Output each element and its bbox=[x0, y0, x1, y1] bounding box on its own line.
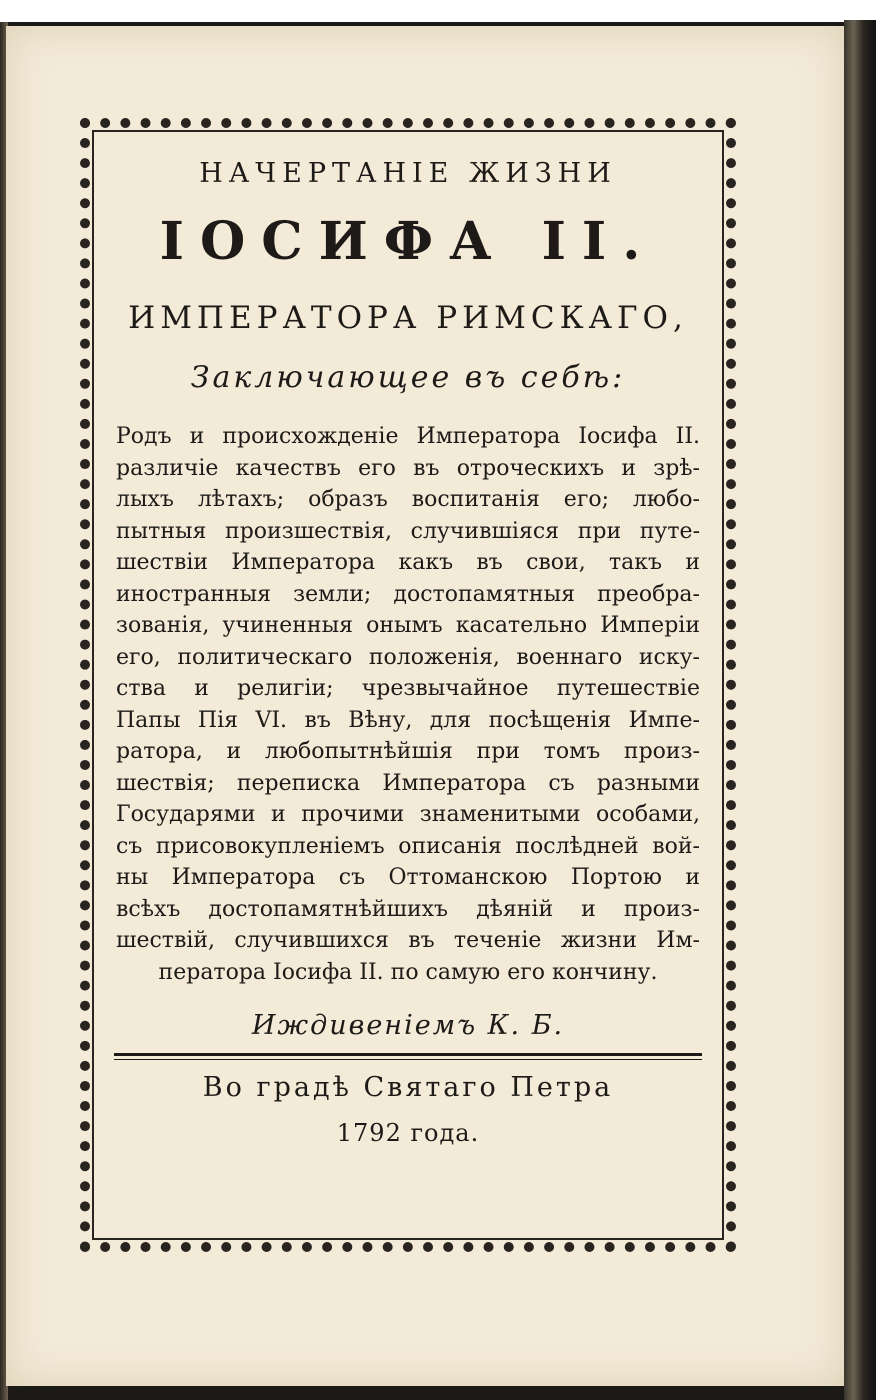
body-line: Папы Пія VI. въ Вѣну, для посѣщенія Импе- bbox=[116, 707, 700, 733]
body-line: всѣхъ достопамятнѣйшихъ дѣяній и произ- bbox=[116, 896, 700, 922]
body-line: шествія; переписка Императора съ разными bbox=[116, 770, 700, 796]
body-line: шествіи Императора какъ въ свои, такъ и bbox=[116, 550, 700, 575]
body-line: лыхъ лѣтахъ; образъ воспитанія его; любо- bbox=[116, 487, 700, 512]
body-line: ператора Іосифа II. по самую его кончину. bbox=[158, 959, 658, 985]
sponsor-line: Иждивеніемъ К. Б. bbox=[251, 1010, 565, 1041]
body-line: иностранныя земли; достопамятныя преобра- bbox=[116, 581, 700, 607]
title-line-4: Заключающее въ себѣ: bbox=[190, 360, 626, 395]
divider-rule-thin bbox=[114, 1059, 702, 1060]
body-line: пытныя произшествія, случившіяся при путе- bbox=[116, 518, 700, 544]
divider-rule bbox=[114, 1053, 702, 1056]
imprint-year: 1792 года. bbox=[336, 1119, 480, 1147]
top-margin bbox=[0, 0, 876, 22]
title-line-1: НАЧЕРТАНІЕ ЖИЗНИ bbox=[199, 158, 617, 189]
body-line: шествій, случившихся въ теченіе жизни Им- bbox=[116, 928, 700, 953]
contents-description bbox=[116, 421, 700, 988]
body-line: съ присовокупленіемъ описанія послѣдней вой- bbox=[116, 833, 700, 859]
title-line-2: ІОСИФА II. bbox=[159, 211, 657, 272]
body-line: ны Императора съ Оттоманскою Портою и bbox=[116, 865, 700, 890]
body-line: зованія, учиненныя онымъ касательно Имперіи bbox=[116, 613, 700, 638]
title-line-3: ИМПЕРАТОРА РИМСКАГО, bbox=[128, 300, 688, 336]
imprint-place: Во градѣ Святаго Петра bbox=[202, 1072, 614, 1103]
body-line: Родъ и происхожденіе Императора Іосифа II. bbox=[116, 424, 700, 449]
book-spine-edge bbox=[844, 20, 876, 1400]
body-line: Государями и прочими знаменитыми особами, bbox=[116, 802, 700, 827]
body-line: ства и религіи; чрезвычайное путешествіе bbox=[116, 676, 700, 701]
body-line: различіе качествъ его въ отроческихъ и зрѣ- bbox=[116, 455, 700, 481]
title-page-content bbox=[108, 150, 708, 1147]
body-line: ратора, и любопытнѣйшія при томъ произ- bbox=[116, 739, 700, 764]
body-line: его, политическаго положенія, военнаго иску- bbox=[116, 644, 700, 670]
